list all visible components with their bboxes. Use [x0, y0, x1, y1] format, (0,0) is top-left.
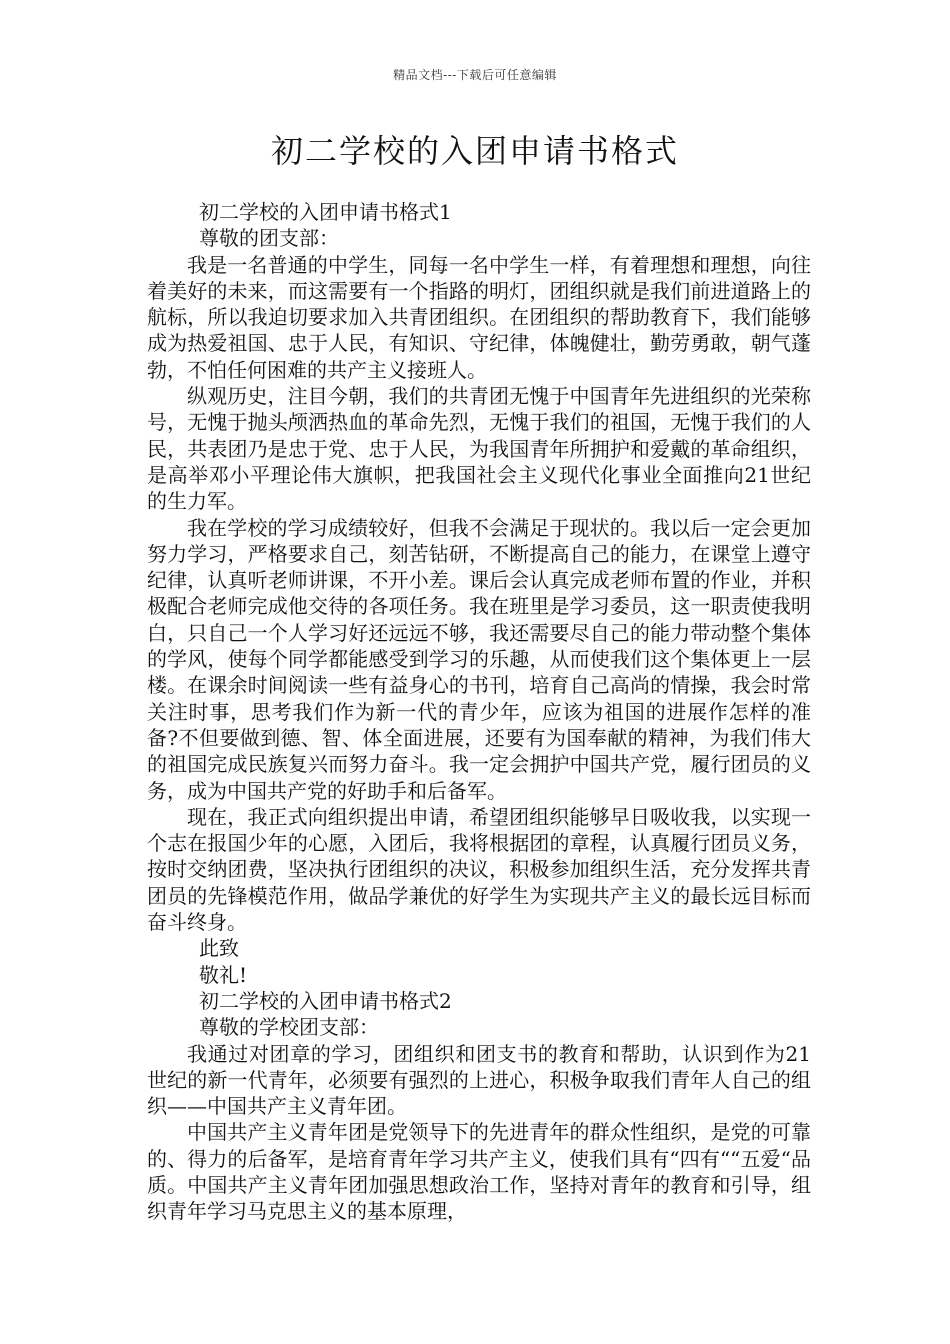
- body-paragraph: 我在学校的学习成绩较好，但我不会满足于现状的。我以后一定会更加努力学习，严格要求自己，刻苦钻研，不断提高自己的能力，在课堂上遵守纪律，认真听老师讲课，不开小差。课后会认真完成老师布置的作业，并积极配合老师完成他交待的各项任务。我在班里是学习委员，这一职责使我明白，只自己一个人学习好还远远不够，我还需要尽自己的能力带动整个集体的学风，使每个同学都能感受到学习的乐趣，从而使我们这个集体更上一层楼。在课余时间阅读一些有益身心的书刊，培育自己高尚的情操，我会时常关注时事，思考我们作为新一代的青少年，应该为祖国的进展作怎样的准备?不但要做到德、智、体全面进展，还要有为国奉献的精神，为我们伟大的祖国完成民族复兴而努力奋斗。我一定会拥护中国共产党，履行团员的义务，成为中国共产党的好助手和后备军。: [147, 515, 811, 803]
- body-paragraph: 我是一名普通的中学生，同每一名中学生一样，有着理想和理想，向往着美好的未来，而这需要有一个指路的明灯，团组织就是我们前进道路上的航标，所以我迫切要求加入共青团组织。在团组织的帮助教育下，我们能够成为热爱祖国、忠于人民，有知识、守纪律，体魄健壮，勤劳勇敢，朝气蓬勃，不怕任何困难的共产主义接班人。: [147, 252, 811, 382]
- body-paragraph: 现在，我正式向组织提出申请，希望团组织能够早日吸收我，以实现一个志在报国少年的心愿，入团后，我将根据团的章程，认真履行团员义务，按时交纳团费，坚决执行团组织的决议，积极参加组织生活，充分发挥共青团员的先锋模范作用，做品学兼优的好学生为实现共产主义的最长远目标而奋斗终身。: [147, 804, 811, 935]
- document-body: [147, 199, 811, 1225]
- closing-line: 此致: [199, 936, 239, 961]
- body-paragraph: 中国共产主义青年团是党领导下的先进青年的群众性组织，是党的可靠的、得力的后备军，是培育青年学习共产主义，使我们具有“四有““五爱“品质。中国共产主义青年团加强思想政治工作，坚持对青年的教育和引导，组织青年学习马克思主义的基本原理，: [147, 1120, 811, 1224]
- salutation-1: 尊敬的团支部：: [199, 226, 339, 251]
- closing-salute: 敬礼!: [199, 962, 248, 987]
- document-title: 初二学校的入团申请书格式: [270, 132, 679, 170]
- header-note: 精品文档---下载后可任意编辑: [393, 68, 557, 82]
- body-paragraph: 我通过对团章的学习，团组织和团支书的教育和帮助，认识到作为21世纪的新一代青年，必须要有强烈的上进心，积极争取我们青年人自己的组织——中国共产主义青年团。: [147, 1041, 811, 1119]
- section-heading-2: 初二学校的入团申请书格式2: [199, 988, 452, 1013]
- section-heading-1: 初二学校的入团申请书格式1: [199, 200, 452, 224]
- body-paragraph: 纵观历史，注目今朝，我们的共青团无愧于中国青年先进组织的光荣称号，无愧于抛头颅洒热血的革命先烈，无愧于我们的祖国，无愧于我们的人民，共表团乃是忠于党、忠于人民，为我国青年所拥护和爱戴的革命组织，是高举邓小平理论伟大旗帜，把我国社会主义现代化事业全面推向21世纪的生力军。: [147, 384, 811, 514]
- salutation-2: 尊敬的学校团支部：: [199, 1015, 379, 1040]
